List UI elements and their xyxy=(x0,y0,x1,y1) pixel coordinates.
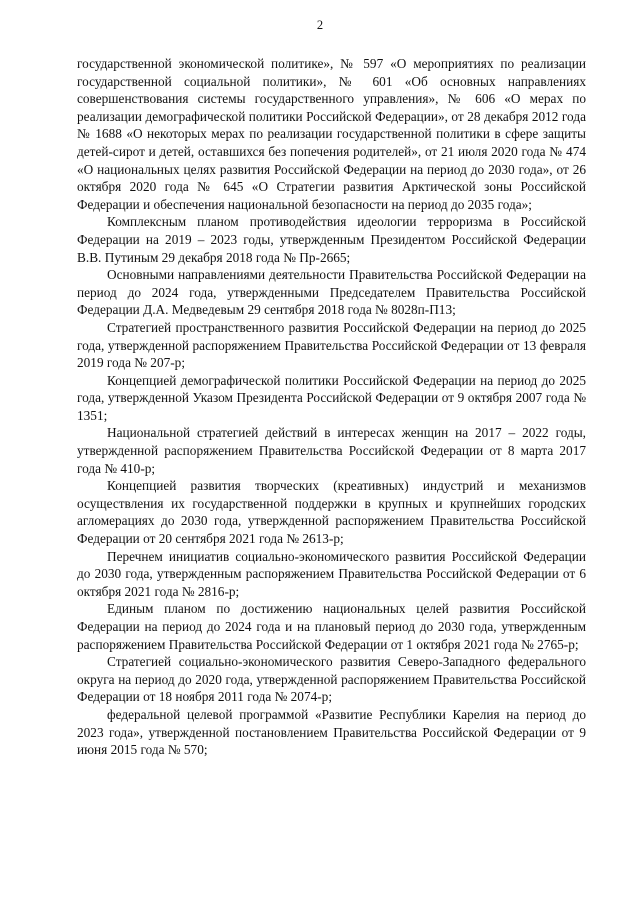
paragraph-spatial-strategy: Стратегией пространственного развития Российской Федерации на период до 2025 года, утвержденной распоряжением Правительства Российской Федерации от 13 февраля 2019 года № 207-р; xyxy=(77,319,586,371)
paragraph-government-directions: Основными направлениями деятельности Правительства Российской Федерации на период до 2024 года, утвержденными Председателем Правительства Российской Федерации Д.А. Медведевым 29 сентября 2018 года № 8028п-П13; xyxy=(77,267,586,318)
document-body xyxy=(77,55,586,759)
paragraph-continuation: государственной экономической политике», № 597 «О мероприятиях по реализации государственной социальной политики», № 601 «Об основных направлениях совершенствования системы государственного управления», № 606 «О мерах по реализации демографической политики Российской Федерации», от 28 декабря 2012 года № 1688 «О некоторых мерах по реализации государственной политики в сфере защиты детей-сирот и детей, оставшихся без попечения родителей», от 21 июля 2020 года № 474 «О национальных целях развития Российской Федерации на период до 2030 года», от 26 октября 2020 года № 645 «О Стратегии развития Арктической зоны Российской Федерации и обеспечения национальной безопасности на период до 2035 года»; xyxy=(77,56,586,212)
paragraph-terrorism-plan: Комплексным планом противодействия идеологии терроризма в Российской Федерации на 2019 – 2023 годы, утвержденным Президентом Российской Федерации В.В. Путиным 29 декабря 2018 года № Пр-2665; xyxy=(77,214,586,265)
paragraph-initiatives-list: Перечнем инициатив социально-экономического развития Российской Федерации до 2030 года, утвержденным распоряжением Правительства Российской Федерации от 6 октября 2021 года № 2816-р; xyxy=(77,548,586,599)
paragraph-creative-industries: Концепцией развития творческих (креативных) индустрий и механизмов осуществления их государственной поддержки в крупных и крупнейших городских агломерациях до 2030 года, утвержденной распоряжением Правительства Российской Федерации от 20 сентября 2021 года № 2613-р; xyxy=(77,478,586,547)
paragraph-northwest-strategy: Стратегией социально-экономического развития Северо-Западного федерального округа на период до 2020 года, утвержденной распоряжением Правительства Российской Федерации от 18 ноября 2011 года № 2074-р; xyxy=(77,654,586,705)
paragraph-unified-plan: Единым планом по достижению национальных целей развития Российской Федерации на период до 2024 года и на плановый период до 2030 года, утвержденным распоряжением Правительства Российской Федерации от 1 октября 2021 года № 2765-р; xyxy=(77,601,586,652)
page-number: 2 xyxy=(316,18,324,32)
paragraph-karelia-program: федеральной целевой программой «Развитие Республики Карелия на период до 2023 года», утвержденной постановлением Правительства Российской Федерации от 9 июня 2015 года № 570; xyxy=(77,706,586,758)
paragraph-demographic-concept: Концепцией демографической политики Российской Федерации на период до 2025 года, утвержденной Указом Президента Российской Федерации от 9 октября 2007 года № 1351; xyxy=(77,372,586,423)
paragraph-women-strategy: Национальной стратегией действий в интересах женщин на 2017 – 2022 годы, утвержденной распоряжением Правительства Российской Федерации от 8 марта 2017 года № 410-р; xyxy=(77,425,586,476)
